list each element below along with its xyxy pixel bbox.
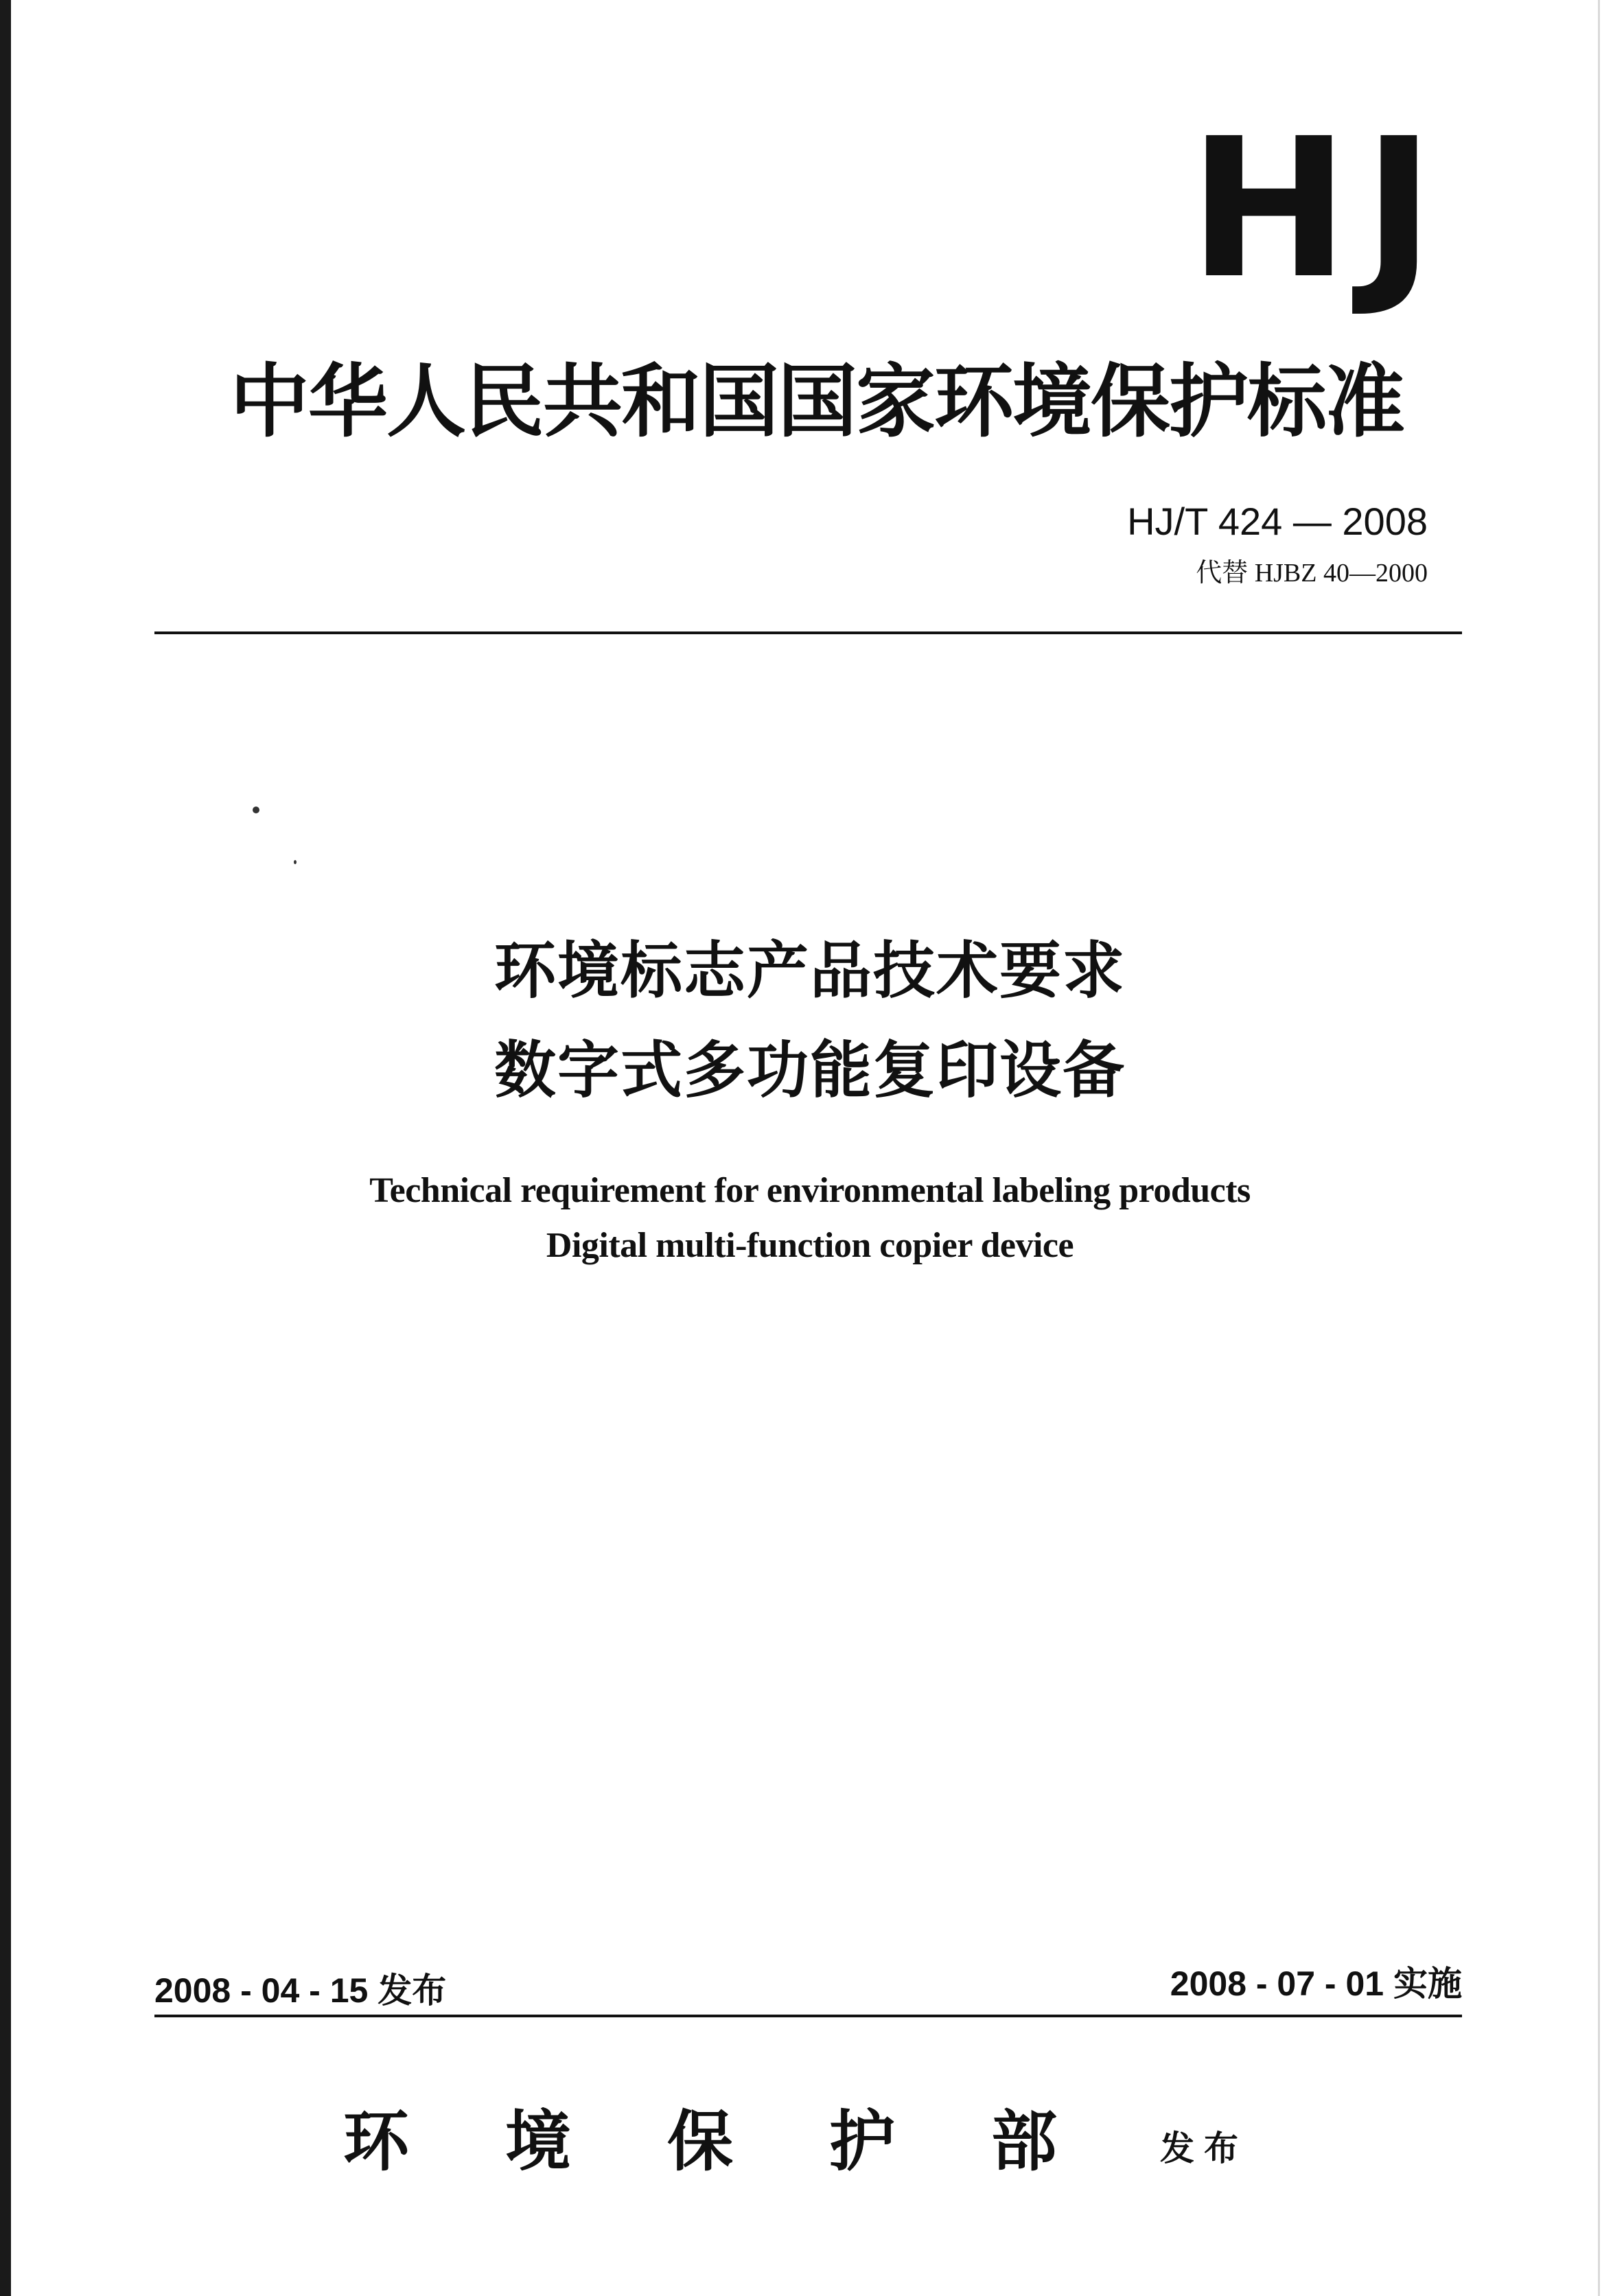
scan-speck: [253, 807, 259, 813]
document-title-cn-line-2: 数字式多功能复印设备: [494, 1034, 1126, 1106]
document-title-cn-line-1: 环境标志产品技术要求: [494, 935, 1126, 1007]
replaces-standard: 代替 HJBZ 40—2000: [1196, 559, 1428, 588]
issue-date: 2008 - 04 - 15 发布: [154, 1971, 447, 2010]
header-rule: [154, 631, 1462, 634]
standard-number: HJ/T 424 — 2008: [1127, 500, 1428, 543]
scan-edge-left: [0, 0, 11, 2296]
hj-logo: HJ: [1188, 97, 1448, 321]
standard-category-title: 中华人民共和国国家环境保护标准: [230, 355, 1404, 448]
scan-edge-right: [1598, 0, 1600, 2296]
implementation-date: 2008 - 07 - 01 实施: [1170, 1964, 1462, 2003]
document-title-en-line-1: Technical requirement for environmental labeling products: [369, 1171, 1251, 1210]
publisher-name: 环境保护部: [343, 2102, 1153, 2180]
footer-rule: [154, 2015, 1462, 2017]
scan-speck: [294, 860, 297, 864]
document-title-en-line-2: Digital multi-function copier device: [546, 1226, 1074, 1265]
publisher-suffix: 发布: [1160, 2129, 1248, 2168]
